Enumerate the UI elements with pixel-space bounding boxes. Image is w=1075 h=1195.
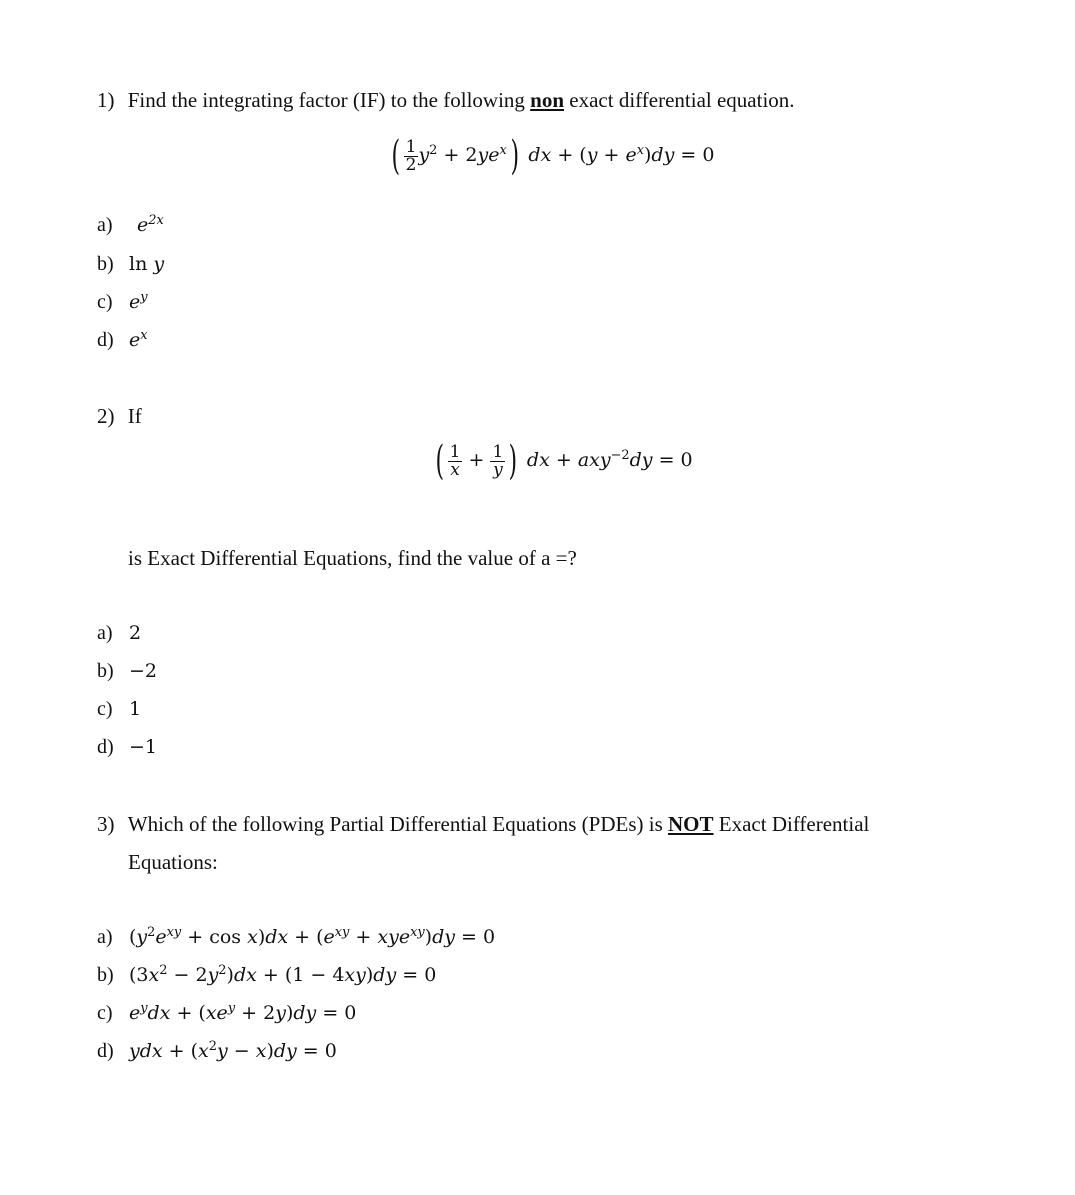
q3-option-c-value: $e^ydx + (xe^y + 2y)dy = 0$: [129, 1000, 357, 1024]
q3-option-c[interactable]: [97, 1002, 356, 1025]
q1-option-c-value: $e^y$: [129, 289, 148, 313]
q1-option-b-label: b): [97, 253, 114, 275]
q1-number: 1): [97, 88, 115, 112]
q3-text-after: Exact Differential: [718, 812, 870, 836]
q2-option-b-value: −2: [129, 660, 158, 682]
q1-option-d[interactable]: [97, 329, 148, 352]
q3-option-b-value: $(3x^2 - 2y^2)dx + (1 - 4xy)dy = 0$: [129, 962, 437, 986]
q2-option-c-label: c): [97, 698, 113, 720]
q1-option-a-label: a): [97, 214, 113, 236]
q1-option-a-value: $e^{2x}$: [137, 212, 164, 236]
q2-option-d[interactable]: [97, 736, 157, 759]
q2-option-a[interactable]: [97, 622, 141, 645]
q1-option-b[interactable]: [97, 253, 164, 276]
q3-option-b[interactable]: [97, 964, 436, 987]
q1-prompt: [97, 88, 795, 113]
q1-text-after: exact differential equation.: [569, 88, 795, 112]
q1-emphasis: non: [530, 88, 565, 112]
q3-option-a-label: a): [97, 926, 113, 948]
q2-option-d-value: −1: [129, 736, 158, 758]
q2-option-a-value: 2: [129, 622, 142, 644]
q2-equation: ( $\frac{1}{x}$ + $\frac{1}{y}$ ) dx + axy$^{-2}$dy = 0: [435, 438, 693, 484]
q2-option-b-label: b): [97, 660, 114, 682]
q3-option-d-label: d): [97, 1040, 114, 1062]
q3-prompt-line2: Equations:: [128, 850, 218, 874]
q3-emphasis: NOT: [668, 812, 714, 836]
q1-option-c-label: c): [97, 291, 113, 313]
q3-number: 3): [97, 812, 115, 836]
q1-option-d-value: $e^x$: [129, 327, 148, 351]
q2-option-c[interactable]: [97, 698, 141, 721]
q1-option-d-label: d): [97, 329, 114, 351]
q3-prompt: [97, 812, 869, 837]
q1-option-a[interactable]: [97, 214, 164, 237]
q2-option-c-value: 1: [129, 698, 142, 720]
q3-option-a[interactable]: [97, 926, 495, 949]
q1-option-b-value: ln y: [129, 253, 165, 275]
q2-option-b[interactable]: [97, 660, 157, 683]
q2-number: 2): [97, 404, 115, 428]
q3-option-d-value: ydx + $(x^2y - x)dy = 0$: [129, 1038, 337, 1062]
q3-option-b-label: b): [97, 964, 114, 986]
q1-option-c[interactable]: [97, 291, 148, 314]
q3-option-a-value: $(y^2e^{xy} + \cos x)dx + (e^{xy} + xye^{xy})dy = 0$: [129, 924, 496, 948]
q2-statement: is Exact Differential Equations, find the value of a =?: [128, 546, 577, 570]
q2-option-d-label: d): [97, 736, 114, 758]
q2-option-a-label: a): [97, 622, 113, 644]
q3-option-d[interactable]: [97, 1040, 337, 1063]
q3-option-c-label: c): [97, 1002, 113, 1024]
q1-text-before: Find the integrating factor (IF) to the following: [127, 88, 525, 112]
q3-text-before: Which of the following Partial Differential Equations (PDEs) is: [127, 812, 663, 836]
q2-intro: If: [127, 404, 142, 428]
q1-equation: ( $\frac{1}{2}$ $y^2 + 2ye^x$) dx + $(y + e^x)dy = 0$: [391, 133, 715, 179]
q2-prompt: [97, 404, 142, 429]
